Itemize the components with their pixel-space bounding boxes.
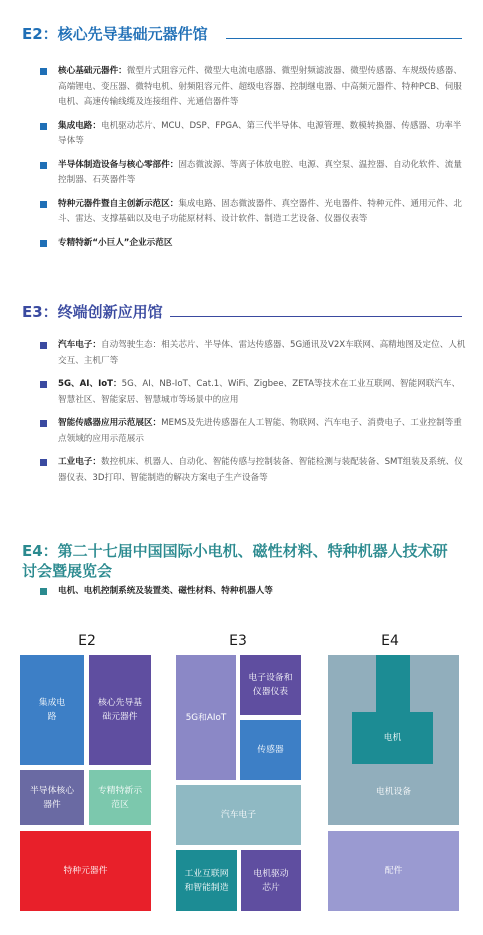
bullet-square-icon bbox=[40, 342, 47, 349]
hall-zone-motor-equipment: 电机设备 bbox=[328, 655, 459, 825]
hall-zone-motor: 电机 bbox=[352, 712, 433, 764]
hall-zone-special-components: 特种元器件 bbox=[20, 831, 151, 911]
list-item: 工业电子：数控机床、机器人、自动化、智能传感与控制装备、智能检测与装配装备、SMT组装及系统、仪器仪表、3D打印、智能制造的解决方案电子生产设备等 bbox=[38, 455, 466, 486]
list-item: 智能传感器应用示范展区：MEMS及先进传感器在人工智能、物联网、汽车电子、消费电子、工业控制等重点领域的应用示范展示 bbox=[38, 416, 466, 447]
floorplan-e2-label: E2 bbox=[78, 633, 96, 649]
hall-zone-semiconductor-core: 半导体核心器件 bbox=[20, 770, 84, 825]
bullet-square-icon bbox=[40, 459, 47, 466]
bullet-square-icon bbox=[40, 381, 47, 388]
e4-section-title: E4：第二十七届中国国际小电机、磁性材料、特种机器人技术研讨会暨展览会 bbox=[22, 542, 448, 580]
list-item: 专精特新“小巨人”企业示范区 bbox=[38, 236, 466, 252]
hall-zone-electronic-instruments: 电子设备和仪器仪表 bbox=[240, 655, 301, 715]
bullet-square-icon bbox=[40, 162, 47, 169]
list-item: 核心基础元器件：微型片式阻容元件、微型大电流电感器、微型射频滤波器、微型传感器、车规级传感器、高端锂电、变压器、微特电机、射频阻容元件、超级电容器、控制继电器、中高频元器件、特种PCB、伺服电机、高速传输线缆及连接组件、光通信器件等 bbox=[38, 64, 466, 111]
list-item: 汽车电子：自动驾驶生态：相关芯片、半导体、雷达传感器、5G通讯及V2X车联网、高精地图及定位、人机交互、主机厂等 bbox=[38, 338, 466, 369]
hall-zone-srdi-demo: 专精特新示范区 bbox=[89, 770, 151, 825]
e3-item-list bbox=[38, 338, 466, 494]
bullet-square-icon bbox=[40, 68, 47, 75]
bullet-square-icon bbox=[40, 123, 47, 130]
e2-title-rule bbox=[226, 38, 462, 39]
hall-zone-sensor: 传感器 bbox=[240, 720, 301, 780]
e4-item-list bbox=[38, 584, 466, 608]
hall-zone-motor-stem bbox=[376, 655, 410, 713]
list-item: 半导体制造设备与核心零部件：固态微波源、等离子体放电腔、电源、真空泵、温控器、自动化软件、流量控制器、石英器件等 bbox=[38, 158, 466, 189]
bullet-square-icon bbox=[40, 240, 47, 247]
list-item: 电机、电机控制系统及装置类、磁性材料、特种机器人等 bbox=[38, 584, 466, 600]
floorplan-e3-label: E3 bbox=[229, 633, 247, 649]
e3-title-rule bbox=[170, 316, 462, 317]
list-item: 5G、AI、IoT：5G、AI、NB-IoT、Cat.1、WiFi、Zigbee、ZETA等技术在工业互联网、智能网联汽车、智慧社区、智能家居、智慧城市等场景中的应用 bbox=[38, 377, 466, 408]
floorplan-e4-label: E4 bbox=[381, 633, 399, 649]
e2-section-title: E2：核心先导基础元器件馆 bbox=[22, 25, 208, 43]
bullet-square-icon bbox=[40, 588, 47, 595]
bullet-square-icon bbox=[40, 420, 47, 427]
bullet-square-icon bbox=[40, 201, 47, 208]
e3-section-title: E3：终端创新应用馆 bbox=[22, 303, 163, 321]
hall-zone-auto-electronics: 汽车电子 bbox=[176, 785, 301, 845]
hall-zone-industrial-internet: 工业互联网和智能制造 bbox=[176, 850, 237, 911]
hall-zone-parts: 配件 bbox=[328, 831, 459, 911]
list-item: 集成电路：电机驱动芯片、MCU、DSP、FPGA、第三代半导体、电源管理、数模转换器、传感器、功率半导体等 bbox=[38, 119, 466, 150]
e2-item-list bbox=[38, 64, 466, 259]
hall-zone-5g-aiot: 5G和AIoT bbox=[176, 655, 236, 780]
list-item: 特种元器件暨自主创新示范区：集成电路、固态微波器件、真空器件、光电器件、特种元件、通用元件、北斗、雷达、支撑基础以及电子功能原材料、设计软件、制造工艺设备、仪器仪表等 bbox=[38, 197, 466, 228]
hall-zone-motor-driver-chip: 电机驱动芯片 bbox=[241, 850, 301, 911]
hall-zone-integrated-circuit: 集成电路 bbox=[20, 655, 84, 765]
hall-zone-core-components: 核心先导基础元器件 bbox=[89, 655, 151, 765]
